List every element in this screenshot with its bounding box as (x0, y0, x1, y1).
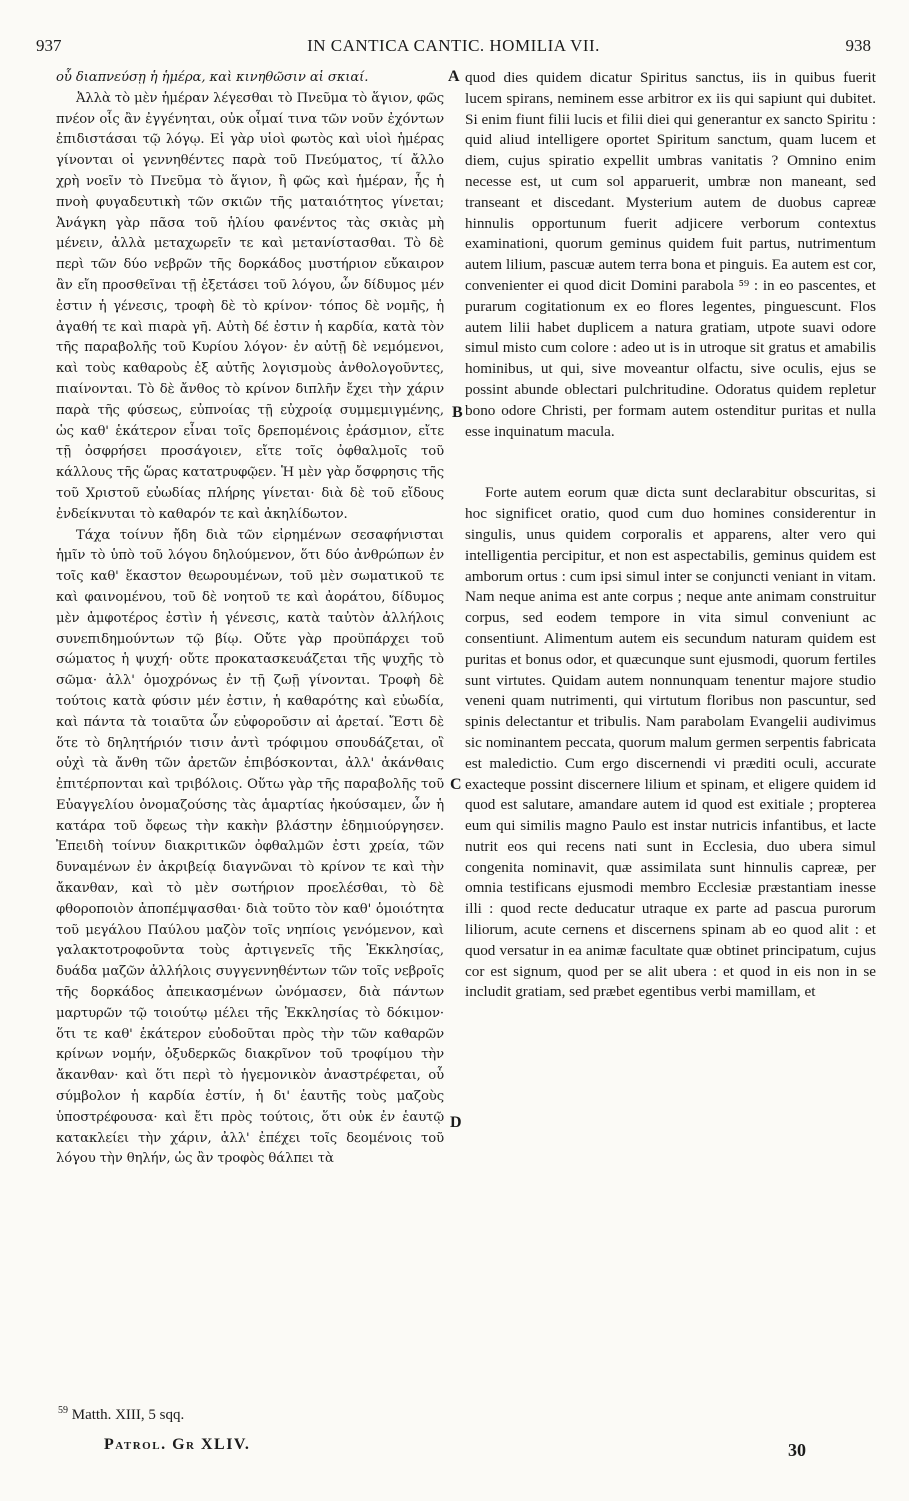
section-marker-d: D (450, 1114, 462, 1131)
footnote-text: Matth. XIII, 5 sqq. (71, 1407, 185, 1423)
section-marker-c: C (450, 776, 462, 793)
sheet-number: 30 (788, 1440, 806, 1460)
greek-column (56, 68, 444, 1170)
latin-paragraph-1: quod dies quidem dicatur Spiritus sanctus, iis in quibus fuerit lucem spirans, neminem esse arbitror ex iis qui sapiunt qui dubitet. Si enim fiunt filii lucis et filii diei qui generantur ex sancto Spiritu : quid aliud intelligere oportet Spiritum sanctum, quam lucem et diem, cujus spiratio expellit umbras vanitatis ? Omnino enim necesse est, ut cum sol apparuerit, umbræ non maneant, sed transeant et discedant. Mysterium autem de duobus capreæ hinnulis opportunum fuerit adjicere verborum contextus examinationi, quorum geminus quidem fuit partus, nutrimentum autem lilium, pascuæ autem terra bona et pinguis. Ea autem est cor, convenienter ei quod dicit Domini parabola ⁵⁹ : in eo pascentes, et purarum cogitationum ex eo flores legentes, pinguescunt. Flos autem lilii habet duplicem a natura gratiam, utpote suavi odore simul misto cum colore : adeo ut is in utroque sit gratus et amabilis hominibus, ut qui, sive moveantur olfactu, sive oculis, ejus se possint abunde oblectari pulchritudine. Odoratus quidem repletur bono odore Christi, per formam autem ostenditur puritas et nulla esse inquinatum macula. (465, 69, 876, 440)
page-number-right: 938 (845, 36, 871, 55)
greek-first-line: οὗ διαπνεύσῃ ἡ ἡμέρα, καὶ κινηθῶσιν αἱ σκιαί. (56, 70, 369, 85)
footnote-number: 59 (58, 1405, 68, 1416)
running-head (36, 36, 871, 58)
signature-mark: Patrol. Gr XLIV. (104, 1436, 251, 1453)
footnote (58, 1405, 184, 1424)
latin-paragraph-2: Forte autem eorum quæ dicta sunt declarabitur obscuritas, si hoc significet oratio, quod cum duo homines considerentur in singulis, unus quidem corporalis et apparens, alter vero qui intelligentia percipitur, et non est aspectabilis, geminus quidem est amborum ortus : cum ipsi simul inter se conjuncti veniant in vitam. Nam neque anima est ante corpus ; neque ante animam construitur corpus, sed eodem tempore in vita simul conveniunt ac consentiunt. Alimentum autem eis secundum naturam quidem est puritas et bonus odor, et quæcunque sunt ejusmodi, quorum fertiles sunt virtutes. Quidam autem nonnunquam tenentur majore studio veneni quam nutrimenti, qui virtutum floribus non pascuntur, sed spinis delectantur et tribulis. Nam parabolam Evangelii audivimus sic nominantem peccata, quorum malum germen serpentis fabricata est maledictio. Cum ergo discernendi vi præditi oculi, accurate exacteque possint discernere lilium et spinam, et eligere quidem id quod est salutare, amandare autem id quod est exitiale ; propterea eum qui similis magno Paulo est instar nutricis infantibus, et lacte nutrit eos qui recens nati sunt in Ecclesia, duo ubera simul congenita nominavit, quæ assimilata sunt hinnulis capreæ, per omnia testificans ejusmodi membro Ecclesiæ præstantiam inesse illi : quod recte deducatur utraque ex parte ad pascua purorum liliorum, acute cernens et discernens spinam ab eo quod alit : et quod versatur in ea animæ facultate quæ obtinet principatum, cujus cor est signum, quod per se alit ubera : et quod in eis non in se includit gratiam, sed præbet egentibus verbi mamillam, et (465, 484, 876, 1001)
greek-paragraph-2: Τάχα τοίνυν ἤδη διὰ τῶν εἰρημένων σεσαφήνισται ἡμῖν τὸ ὑπὸ τοῦ λόγου δηλούμενον, ὅτι δύο ἀνθρώπων ἐν τοῖς καθ' ἕκαστον θεωρουμένων, τοῦ μὲν σωματικοῦ τε καὶ φαινομένου, τοῦ δὲ νοητοῦ τε καὶ ἀοράτου, δίδυμος μὲν ἀμφοτέρος ἐστὶν ἡ γένεσις, κατὰ ταὐτὸν ἀλλήλοις συνεπιδημούντων τῷ βίῳ. Οὔτε γὰρ προϋπάρχει τοῦ σώματος ἡ ψυχή· οὔτε προκατασκευάζεται τῆς ψυχῆς τὸ σῶμα· ἀλλ' ὁμοχρόνως ἐν τῇ ζωῇ γίνονται. Τροφὴ δὲ τούτοις κατὰ φύσιν μέν ἐστιν, ἡ καθαρότης καὶ εὐωδία, καὶ πάντα τὰ τοιαῦτα ὧν εὐφοροῦσιν αἱ ἀρεταί. Ἔστι δὲ ὅτε τὸ δηλητήριόν τισιν ἀντὶ τρόφιμου σπουδάζεται, οἳ οὐχὶ τὰ ἄνθη τῶν ἀρετῶν ἐπιβόσκονται, ἀλλ' ἀκάνθαις ἐπιτέρπονται καὶ τριβόλοις. Οὕτω γὰρ τῆς παραβολῆς τοῦ Εὐαγγελίου ὀνομαζούσης τὰς ἁμαρτίας ἠκούσαμεν, ὧν ἡ κατάρα τοῦ ὄφεως τὴν κακὴν βλάστην ἐδημιούργησεν. Ἐπειδὴ τοίνυν διακριτικῶν ὀφθαλμῶν ἐστι χρεία, τῶν δυναμένων ἐν ἀκριβείᾳ διαγνῶναι τὸ κρίνον τε καὶ τὴν ἄκανθαν, καὶ τὸ μὲν σωτήριον προελέσθαι, τὸ δὲ φθοροποιὸν ἀποπέμψασθαι· διὰ τοῦτο τὸν καθ' ὁμοιότητα τοῦ μεγάλου Παύλου μαζὸν τοῖς νηπίοις γενόμενον, καὶ γαλακτοτροφοῦντα τοὺς ἀρτιγενεῖς τῆς Ἐκκλησίας, δυάδα μαζῶν ἀλλήλοις συγγεννηθέντων τῶν τοῖς νεβροῖς τῆς δορκάδος ἀπεικασμένων ὠνόμασεν, διὰ πάντων μαρτυρῶν τῷ τοιούτῳ μέλει τῆς Ἐκκλησίας τὸ δόκιμον· ὅτι τε καθ' ἑκάτερον εὐοδοῦται πρὸς τὴν τῶν καθαρῶν κρίνων νομήν, ὀξυδερκῶς διακρῖνον τοῦ τροφίμου τὴν ἄκανθαν· καὶ ὅτι περὶ τὸ ἡγεμονικὸν ἀναστρέφεται, οὗ σύμβολον ἡ καρδία ἐστίν, ἡ δι' ἑαυτῆς τοὺς μαζοὺς ὑποστρέφουσα· καὶ ἔτι πρὸς τούτοις, ὅτι οὐκ ἐν ἑαυτῷ κατακλείει τὴν χάριν, ἀλλ' ἐπέχει τοῖς δεομένοις τοῦ λόγου τὴν θηλήν, ὡς ἂν τροφὸς θάλπει τὰ (56, 527, 444, 1167)
section-marker-b: B (452, 404, 463, 421)
section-marker-a: A (448, 68, 460, 85)
running-title: IN CANTICA CANTIC. HOMILIA VII. (307, 36, 600, 55)
page-number-left: 937 (36, 36, 62, 55)
greek-paragraph-1: Ἀλλὰ τὸ μὲν ἡμέραν λέγεσθαι τὸ Πνεῦμα τὸ ἅγιον, φῶς πνέον οἷς ἂν ἐγγένηται, οὐκ οἶμαί τινα τῶν νοῦν ἐχόντων ἐπιδιστάσαι τῷ λόγῳ. Εἰ γὰρ υἱοὶ φωτὸς καὶ υἱοὶ ἡμέρας γίνονται οἱ γεννηθέντες παρὰ τοῦ Πνεύματος, τί ἄλλο χρὴ νοεῖν τὸ Πνεῦμα τὸ ἅγιον, ἢ φῶς καὶ ἡμέραν, ἧς ἡ πνοὴ φυγαδευτικὴ τῶν σκιῶν τῆς ματαιότητος γίνεται; Ἀνάγκη γὰρ πᾶσα τοῦ ἡλίου φανέντος τὰς σκιὰς μὴ μένειν, ἀλλὰ μεταχωρεῖν τε καὶ μετανίστασθαι. Τὸ δὲ περὶ τῶν δύο νεβρῶν τῆς δορκάδος μυστήριον εὔκαιρον ἂν εἴη προσθεῖναι τῇ ἐξετάσει τοῦ λόγου, ὧν δίδυμος μέν ἐστιν ἡ γένεσις, τροφὴ δὲ τὸ κρίνον· τόπος δὲ νομῆς, ἡ ἀγαθή τε καὶ πιαρὰ γῆ. Αὐτὴ δέ ἐστιν ἡ καρδία, κατὰ τὸν τῆς παραβολῆς τοῦ Κυρίου λόγον· ἐν αὐτῇ δὲ νεμόμενοι, καὶ τοὺς καθαροὺς ἐξ αὐτῆς λογισμοὺς ἀνθολογοῦντες, πιαίνονται. Τὸ δὲ ἄνθος τὸ κρίνον διπλῆν ἔχει τὴν χάριν παρὰ τῆς φύσεως, εὐπνοίας τῇ εὐχροίᾳ συμμεμιγμένης, ὡς καθ' ἑκάτερον εἶναι τοῖς δρεπομένοις ἐράσμιον, εἴτε τῇ ὀσφρήσει προσάγοιεν, εἴτε τοῖς ὀφθαλμοῖς τοῦ κάλλους τῆς ὥρας κατατρυφῷεν. Ἡ μὲν γὰρ ὄσφρησις τῆς τοῦ Χριστοῦ εὐωδίας πλήρης γίνεται· διὰ δὲ τοῦ εἴδους ἐνδείκνυται τὸ καθαρόν τε καὶ ἀκηλίδωτον. (56, 90, 444, 522)
latin-column (465, 68, 876, 1003)
